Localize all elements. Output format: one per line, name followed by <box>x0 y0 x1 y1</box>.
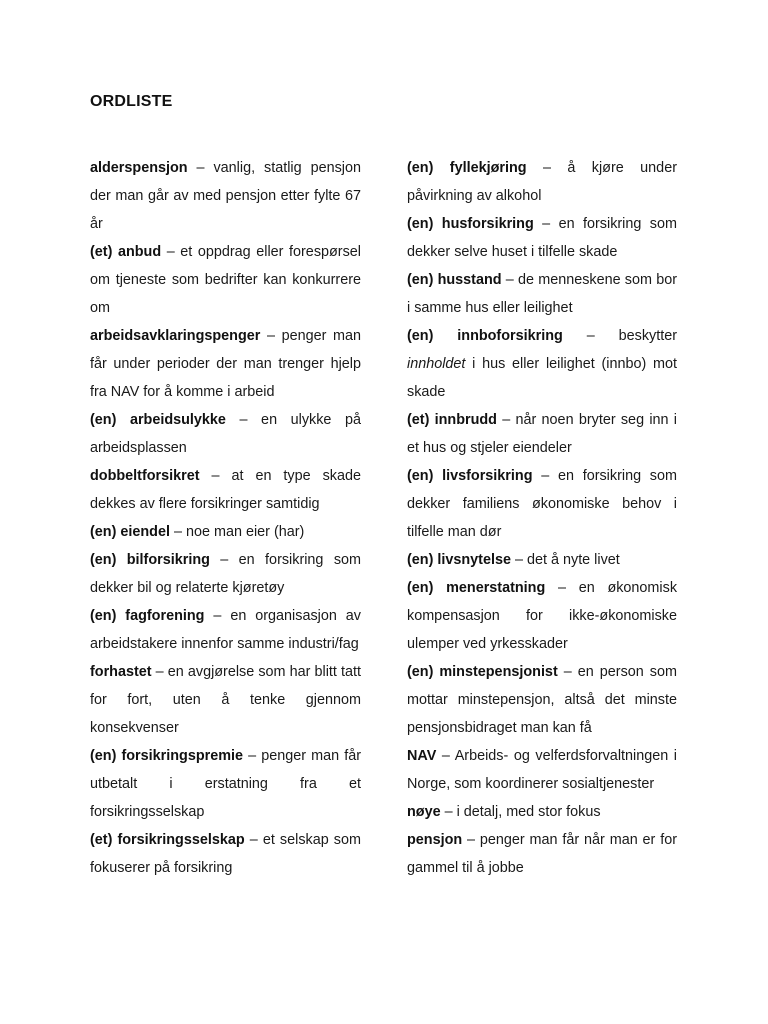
glossary-term: (en) fagforening <box>90 608 205 624</box>
glossary-term: (en) innboforsikring <box>407 328 563 344</box>
glossary-term: (en) minstepensjonist <box>407 664 558 680</box>
glossary-entry <box>407 574 677 658</box>
glossary-term: dobbeltforsikret <box>90 468 200 484</box>
glossary-definition: – penger man får når man er for gammel til å jobbe <box>407 832 677 876</box>
glossary-entry <box>90 322 361 406</box>
glossary-definition: – at en type skade dekkes av flere forsikringer samtidig <box>90 468 361 512</box>
glossary-term: nøye <box>407 804 441 820</box>
glossary-definition: – en forsikring som dekker selve huset i tilfelle skade <box>407 216 677 260</box>
glossary-definition: i hus eller leilighet (innbo) mot skade <box>407 356 677 400</box>
glossary-term: (en) husstand <box>407 272 502 288</box>
glossary-term: (en) arbeidsulykke <box>90 412 226 428</box>
glossary-entry <box>90 518 361 546</box>
glossary-term: NAV <box>407 748 437 764</box>
glossary-definition: – når noen bryter seg inn i et hus og stjeler eiendeler <box>407 412 677 456</box>
glossary-definition: – en person som mottar minstepensjon, altså det minste pensjonsbidraget man kan få <box>407 664 677 736</box>
glossary-term: alderspensjon <box>90 160 188 176</box>
glossary-entry <box>407 266 677 322</box>
glossary-entry <box>90 406 361 462</box>
glossary-term: (en) livsnytelse <box>407 552 511 568</box>
glossary-definition: – en ulykke på arbeidsplassen <box>90 412 361 456</box>
glossary-definition: – det å nyte livet <box>510 552 620 568</box>
glossary-entry <box>90 658 361 742</box>
glossary-entry <box>407 462 677 546</box>
glossary-term: (et) innbrudd <box>407 412 497 428</box>
glossary-term: pensjon <box>407 832 463 848</box>
glossary-term: (en) menerstatning <box>407 580 546 596</box>
glossary-definition: – en forsikring som dekker familiens økonomiske behov i tilfelle man dør <box>407 468 677 540</box>
glossary-term: (en) livsforsikring <box>407 468 533 484</box>
glossary-definition-part: – beskytter <box>562 328 677 344</box>
page-title: ORDLISTE <box>90 93 173 110</box>
glossary-definition: – et selskap som fokuserer på forsikring <box>90 832 361 876</box>
glossary-entry <box>407 322 677 406</box>
glossary-column-right <box>407 154 677 882</box>
glossary-definition: – et oppdrag eller forespørsel om tjeneste som bedrifter kan konkurrere om <box>90 244 361 316</box>
glossary-term: (et) anbud <box>90 244 162 260</box>
glossary-entry <box>90 154 361 238</box>
glossary-term: (en) forsikringspremie <box>90 748 244 764</box>
glossary-entry <box>90 462 361 518</box>
glossary-entry <box>90 602 361 658</box>
glossary-term: (en) fyllekjøring <box>407 160 527 176</box>
glossary-definition: – de menneskene som bor i samme hus eller leilighet <box>407 272 678 316</box>
glossary-definition-emphasis: innholdet <box>407 356 466 372</box>
glossary-column-left <box>90 154 361 882</box>
glossary-term: (et) forsikringsselskap <box>90 832 245 848</box>
glossary-entry <box>90 238 361 322</box>
glossary-definition: – Arbeids- og velferdsforvaltningen i Norge, som koordinerer sosialtjenester <box>407 748 677 792</box>
glossary-entry <box>407 406 677 462</box>
glossary-entry <box>407 798 677 826</box>
glossary-definition: – penger man får under perioder der man trenger hjelp fra NAV for å komme i arbeid <box>90 328 361 400</box>
glossary-entry <box>407 742 677 798</box>
glossary-definition: – en avgjørelse som har blitt tatt for fort, uten å tenke gjennom konsekvenser <box>90 664 361 736</box>
glossary-entry <box>407 546 677 574</box>
glossary-term: (en) bilforsikring <box>90 552 210 568</box>
glossary-definition: – en økonomisk kompensasjon for ikke-økonomiske ulemper ved yrkesskader <box>407 580 678 652</box>
glossary-entry <box>90 546 361 602</box>
glossary-definition: – en organisasjon av arbeidstakere innenfor samme industri/fag <box>90 608 361 652</box>
glossary-entry <box>407 154 677 210</box>
glossary-term: (en) husforsikring <box>407 216 534 232</box>
glossary-definition: – en forsikring som dekker bil og relaterte kjøretøy <box>90 552 362 596</box>
glossary-entry <box>90 826 361 882</box>
glossary-entry <box>407 658 677 742</box>
glossary-entry <box>407 826 677 882</box>
glossary-definition: – noe man eier (har) <box>169 524 305 540</box>
glossary-term: forhastet <box>90 664 152 680</box>
glossary-definition: – vanlig, statlig pensjon der man går av med pensjon etter fylte 67 år <box>90 160 361 232</box>
glossary-entry <box>407 210 677 266</box>
glossary-entry <box>90 742 361 826</box>
glossary-definition: – penger man får utbetalt i erstatning fra et forsikringsselskap <box>90 748 361 820</box>
glossary-term: arbeidsavklaringspenger <box>90 328 261 344</box>
glossary-definition: – i detalj, med stor fokus <box>440 804 601 820</box>
glossary-definition: – å kjøre under påvirkning av alkohol <box>407 160 677 204</box>
glossary-term: (en) eiendel <box>90 524 170 540</box>
